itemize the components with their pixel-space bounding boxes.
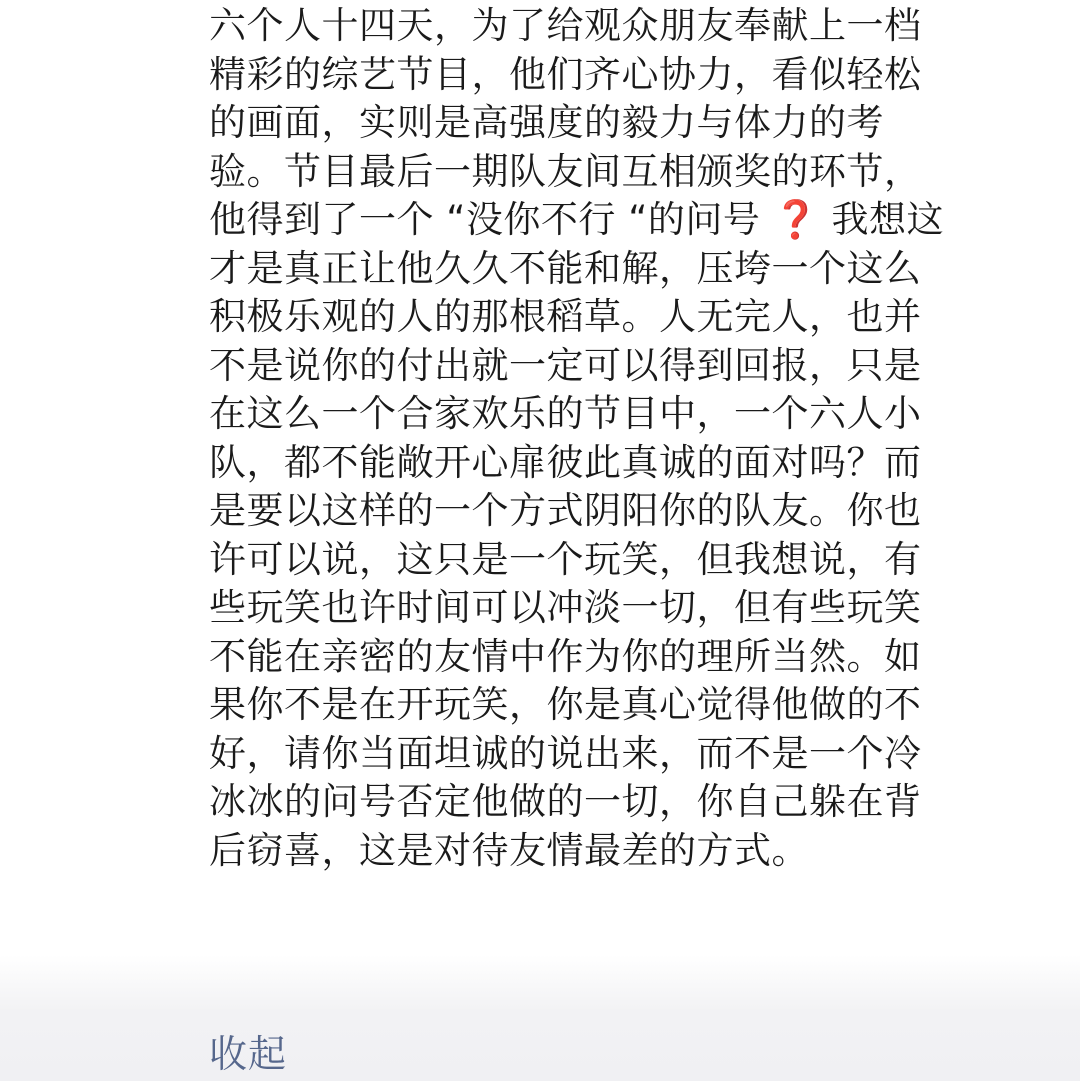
post-line-3: 的画面，实则是高强度的毅力与体力的考: [209, 101, 884, 144]
post-line-4: 验。节目最后一期队友间互相颁奖的环节，: [209, 149, 922, 193]
post-line-5: [209, 196, 1009, 245]
post-line-5-start: 他得到了一个 “没你不行 “的问号: [209, 198, 773, 241]
post-line-10: 队，都不能敞开心扉彼此真诚的面对吗？而: [209, 440, 922, 484]
post-line-12: 许可以说，这只是一个玩笑，但我想说，有: [209, 537, 922, 581]
post-line-2: 精彩的综艺节目，他们齐心协力，看似轻松: [209, 52, 922, 96]
question-mark-icon: ❓: [772, 198, 820, 241]
post-line-6: 才是真正让他久久不能和解，压垮一个这么: [209, 246, 922, 290]
post-line-9: 在这么一个合家欢乐的节目中，一个六人小: [209, 392, 922, 435]
post-line-1: 六个人十四天，为了给观众朋友奉献上一档: [209, 4, 922, 47]
post-line-11: 是要以这样的一个方式阴阳你的队友。你也: [209, 489, 922, 532]
bottom-fade-overlay: [0, 955, 1080, 1081]
collapse-link[interactable]: 收起: [209, 1032, 288, 1076]
post-line-7: 积极乐观的人的那根稻草。人无完人，也并: [209, 295, 922, 338]
post-line-17: 冰冰的问号否定他做的一切，你自己躲在背: [209, 780, 922, 823]
post-line-18: 后窃喜，这是对待友情最差的方式。: [209, 828, 809, 872]
post-line-16: 好，请你当面坦诚的说出来，而不是一个冷: [209, 731, 922, 775]
post-line-15: 果你不是在开玩笑，你是真心觉得他做的不: [209, 683, 922, 726]
post-line-8: 不是说你的付出就一定可以得到回报，只是: [209, 343, 922, 387]
post-body-text: [209, 2, 1009, 875]
post-line-5-end: 我想这: [819, 198, 944, 241]
post-line-14: 不能在亲密的友情中作为你的理所当然。如: [209, 634, 922, 678]
post-line-13: 些玩笑也许时间可以冲淡一切，但有些玩笑: [209, 586, 922, 629]
